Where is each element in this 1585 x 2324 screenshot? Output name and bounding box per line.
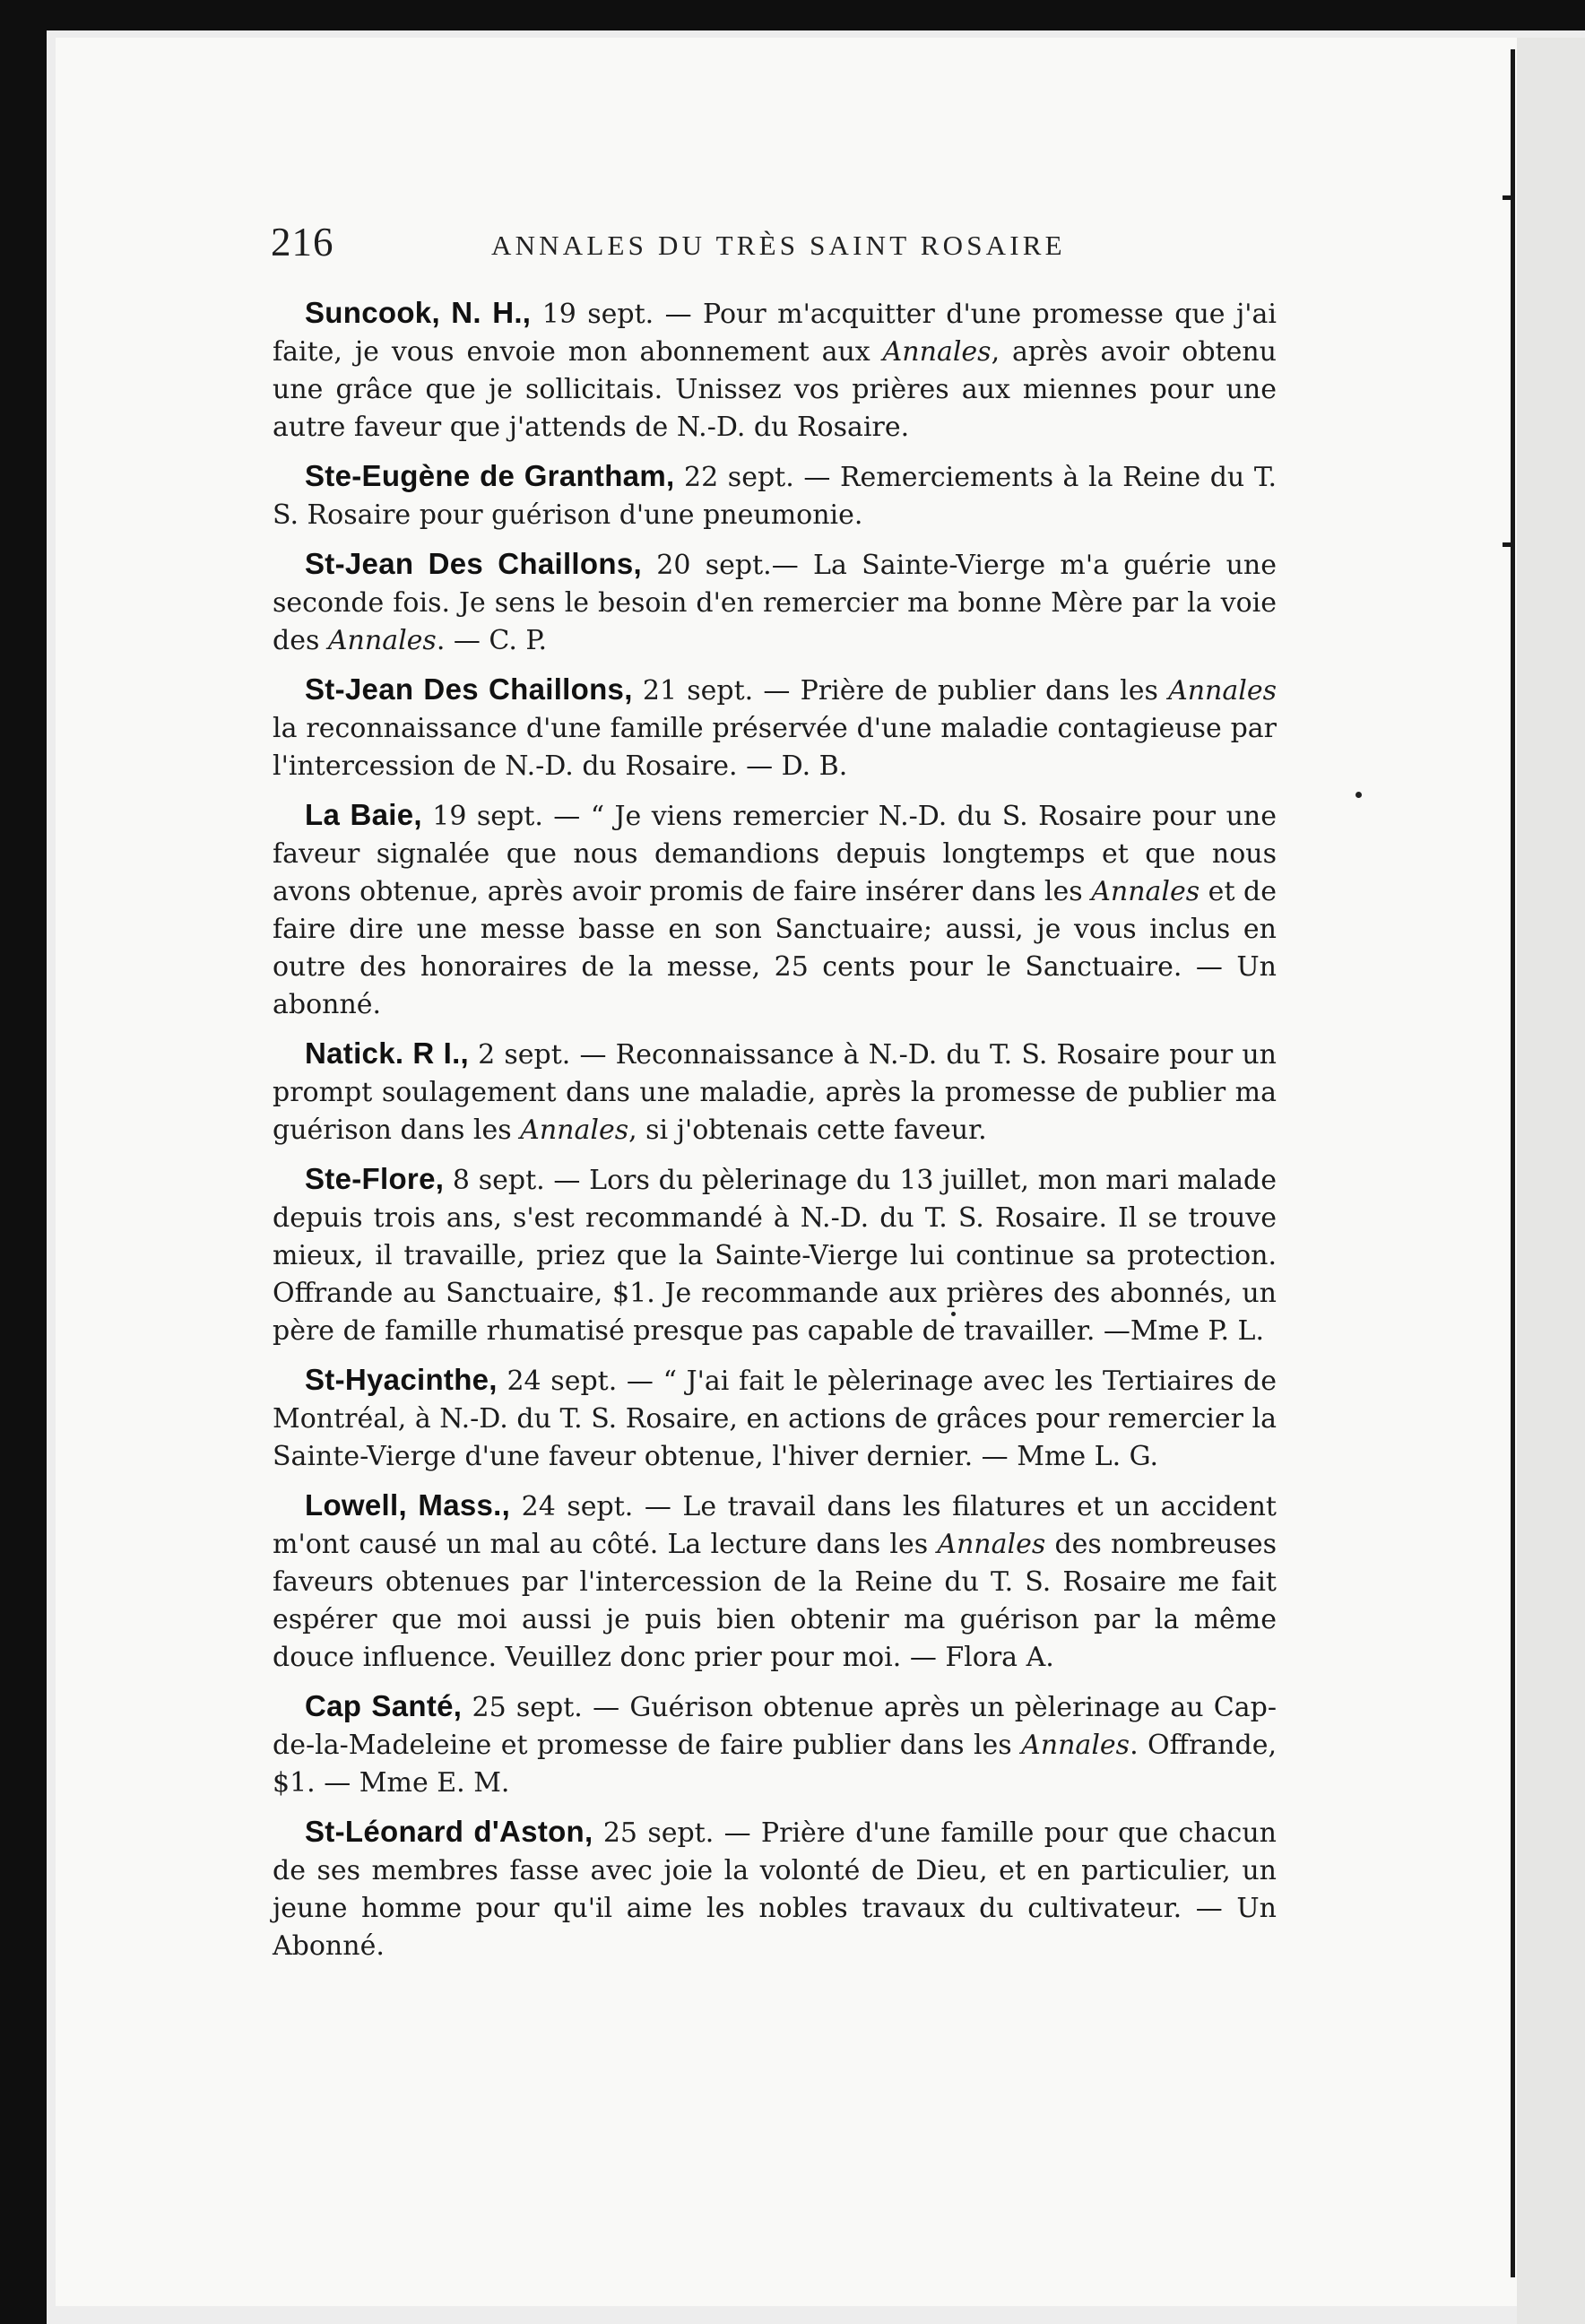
page-number: 216	[271, 220, 334, 264]
entry-place: St-Hyacinthe,	[305, 1363, 498, 1396]
italic-title: Annales	[1091, 876, 1200, 907]
text-run: 8 sept. — Lors du pèlerinage du 13 juillet, mon mari malade depuis trois ans, s'est recommandé à N.-D. du T. S. Rosaire. Il se trouve mieux, il travaille, priez que la Sainte-Vierge lui continue sa protection. Offrande au Sanctuaire, $1. Je recommande aux prières des abonnés, un père de famille rhumatisé presque pas capable de travailler. —Mme P. L.	[273, 1165, 1277, 1347]
text-run: 2 sept. — Reconnaissance à N.-D. du T. S. Rosaire pour un prompt soulagement dans une maladie, après la promesse de publier ma guérison dans les	[273, 1039, 1277, 1146]
entries-list	[273, 294, 1277, 1976]
text-run: la reconnaissance d'une famille préservée d'une maladie contagieuse par l'intercession de N.-D. du Rosaire. — D. B.	[273, 713, 1277, 782]
text-run: 19 sept. — “ Je viens remercier N.-D. du S. Rosaire pour une faveur signalée que nous demandions depuis longtemps et que nous avons obtenue, après avoir promis de faire insérer dans les	[273, 801, 1277, 907]
entry-place: St-Jean Des Chaillons,	[305, 547, 642, 580]
text-run: , après avoir obtenu une grâce que je sollicitais. Unissez vos prières aux miennes pour une autre faveur que j'attends de N.-D. du Rosaire.	[273, 336, 1277, 443]
border-tick	[1503, 542, 1515, 547]
entry	[273, 796, 1277, 1024]
text-run: et de faire dire une messe basse en son Sanctuaire; aussi, je vous inclus en outre des honoraires de la messe, 25 cents pour le Sanctuaire. — Un abonné.	[273, 876, 1277, 1020]
text-run: 19 sept. — Pour m'acquitter d'une promesse que j'ai faite, je vous envoie mon abonnement aux	[273, 299, 1277, 368]
text-run: . — C. P.	[436, 625, 548, 656]
entry	[273, 671, 1277, 785]
entry-place: La Baie,	[305, 798, 422, 831]
entry-text	[273, 801, 1277, 1020]
italic-title: Annales	[1168, 675, 1277, 707]
text-run: 22 sept. — Remerciements à la Reine du T. S. Rosaire pour guérison d'une pneumonie.	[273, 462, 1277, 531]
italic-title: Annales	[327, 625, 437, 656]
entry-place: Natick. R I.,	[305, 1036, 470, 1070]
running-head: ANNALES DU TRÈS SAINT ROSAIRE	[491, 230, 1066, 261]
text-run: 24 sept. — “ J'ai fait le pèlerinage avec les Tertiaires de Montréal, à N.-D. du T. S. Rosaire, en actions de grâces pour remercier la Sainte-Vierge d'une faveur obtenue, l'hiver dernier. — Mme L. G.	[273, 1366, 1277, 1472]
text-run: 21 sept. — Prière de publier dans les	[632, 675, 1169, 707]
entry-place: Lowell, Mass.,	[305, 1488, 511, 1522]
text-run: 24 sept. — Le travail dans les filatures et un accident m'ont causé un mal au côté. La lecture dans les	[273, 1491, 1277, 1560]
italic-title: Annales	[1021, 1730, 1130, 1761]
entry	[273, 294, 1277, 447]
adjacent-page-edge	[1517, 38, 1585, 2324]
text-run: des nombreuses faveurs obtenues par l'intercession de la Reine du T. S. Rosaire me fait espérer que moi aussi je puis bien obtenir ma guérison par la même douce influence. Veuillez donc prier pour moi. — Flora A.	[273, 1529, 1278, 1673]
border-tick	[1503, 195, 1515, 200]
entry-place: St-Léonard d'Aston,	[305, 1815, 593, 1848]
entry	[273, 545, 1277, 660]
entry	[273, 1035, 1277, 1149]
page-border-line	[1511, 49, 1515, 2277]
entry	[273, 457, 1277, 534]
italic-title: Annales	[937, 1529, 1046, 1560]
entry	[273, 1813, 1277, 1965]
entry-place: Ste-Flore,	[305, 1162, 445, 1195]
text-run: . Offrande, $1. — Mme E. M.	[273, 1730, 1277, 1799]
entry-place: St-Jean Des Chaillons,	[305, 672, 633, 706]
entry	[273, 1687, 1277, 1802]
text-run: 25 sept. — Prière d'une famille pour que chacun de ses membres fasse avec joie la volonté de Dieu, et en particulier, un jeune homme pour qu'il aime les nobles travaux du cultivateur. — Un Abonné.	[273, 1817, 1277, 1962]
entry	[273, 1487, 1277, 1677]
text-run: 25 sept. — Guérison obtenue après un pèlerinage au Cap-de-la-Madeleine et promesse de faire publier dans les	[273, 1692, 1277, 1761]
entry	[273, 1160, 1277, 1350]
entry-place: Cap Santé,	[305, 1689, 463, 1722]
entry-place: Ste-Eugène de Grantham,	[305, 459, 675, 492]
italic-title: Annales	[520, 1114, 629, 1146]
entry-place: Suncook, N. H.,	[305, 296, 532, 329]
scan-speck	[1355, 792, 1362, 798]
text-run: 20 sept.— La Sainte-Vierge m'a guérie une seconde fois. Je sens le besoin d'en remercier ma bonne Mère par la voie des	[273, 550, 1277, 656]
text-run: , si j'obtenais cette faveur.	[628, 1114, 987, 1146]
italic-title: Annales	[882, 336, 992, 368]
entry	[273, 1361, 1277, 1476]
